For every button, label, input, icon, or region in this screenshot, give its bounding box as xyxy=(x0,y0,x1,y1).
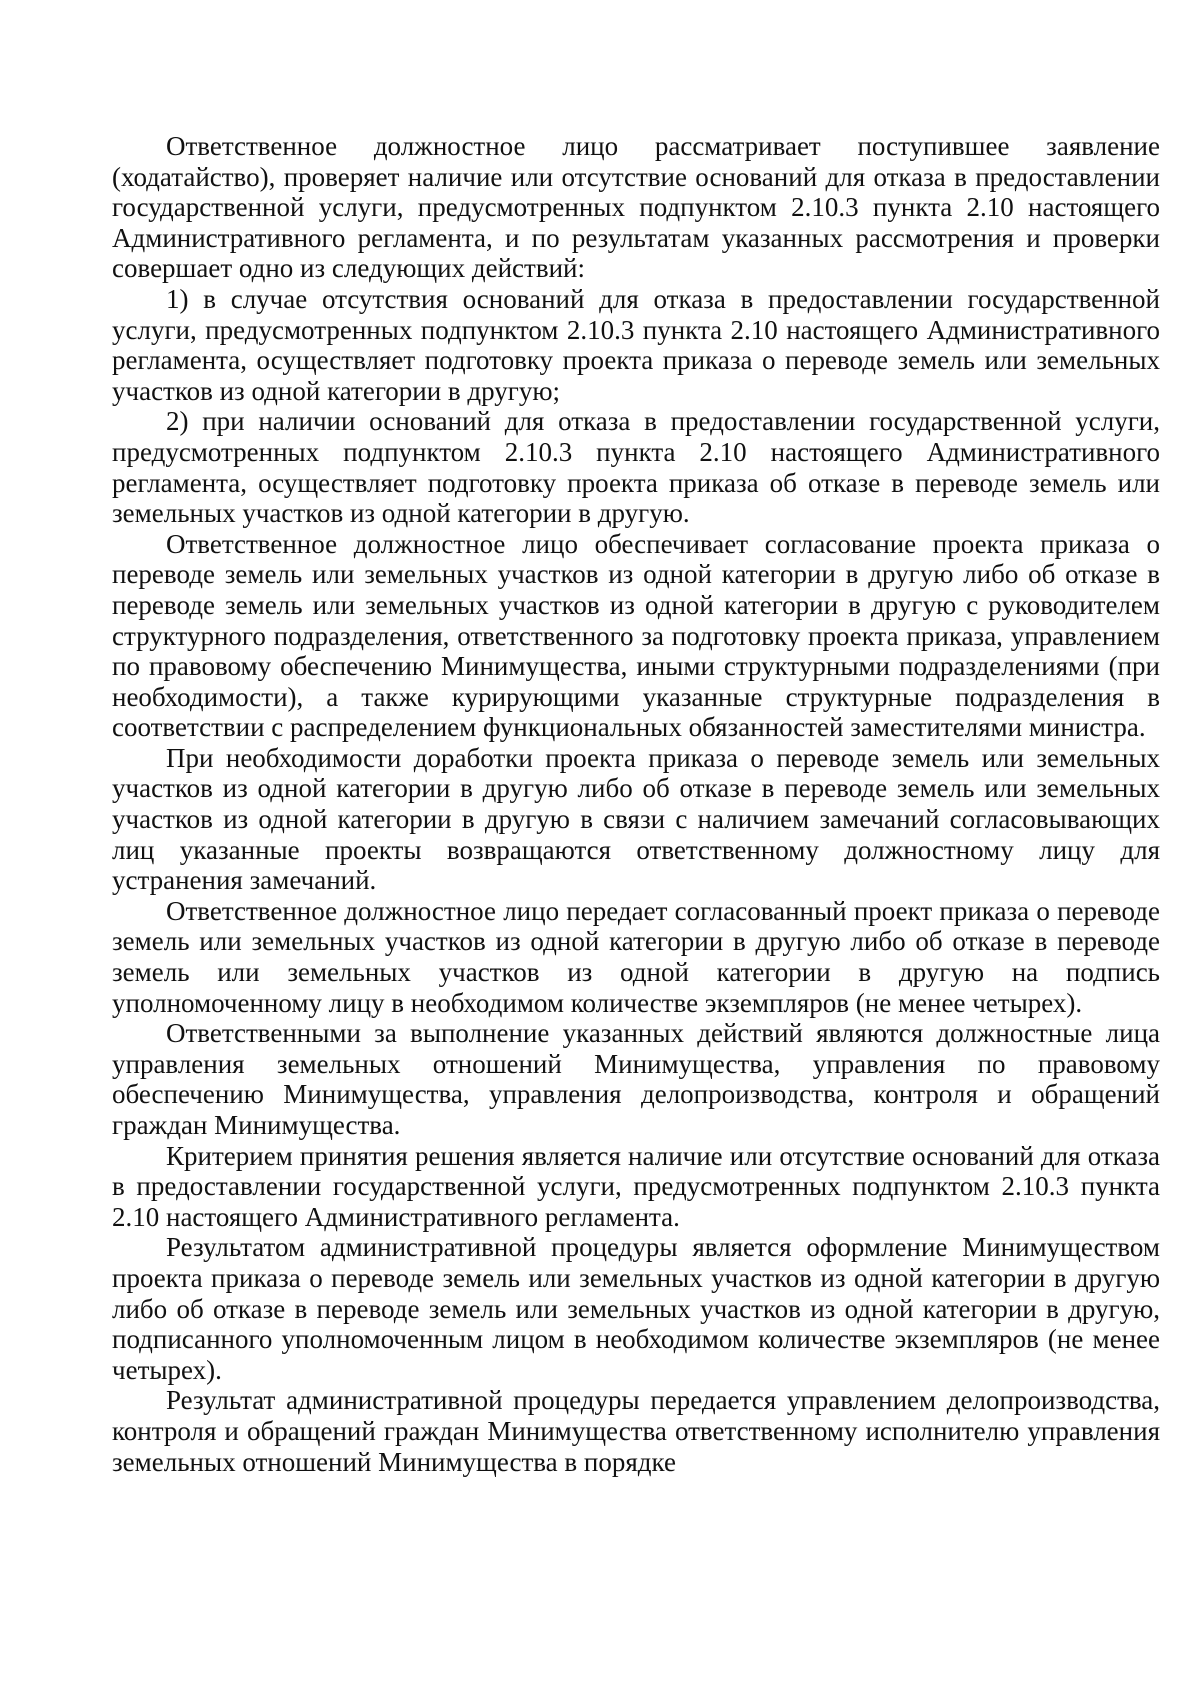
paragraph-approval: Ответственное должностное лицо обеспечивает согласование проекта приказа о переводе земель или земельных участков из одной категории в другую либо об отказе в переводе земель или земельных участков из одной категории в другую с руководителем структурного подразделения, ответственного за подготовку проекта приказа, управлением по правовому обеспечению Минимущества, иными структурными подразделениями (при необходимости), а также курирующими указанные структурные подразделения в соответствии с распределением функциональных обязанностей заместителями министра. xyxy=(112,528,1160,743)
paragraph-review-application: Ответственное должностное лицо рассматривает поступившее заявление (ходатайство), проверяет наличие или отсутствие оснований для отказа в предоставлении государственной услуги, предусмотренных подпунктом 2.10.3 пункта 2.10 настоящего Административного регламента, и по результатам указанных рассмотрения и проверки совершает одно из следующих действий: xyxy=(112,131,1160,284)
paragraph-revision: При необходимости доработки проекта приказа о переводе земель или земельных участков из одной категории в другую либо об отказе в переводе земель или земельных участков из одной категории в другую в связи с наличием замечаний согласовывающих лиц указанные проекты возвращаются ответственному должностному лицу для устранения замечаний. xyxy=(112,742,1160,896)
paragraph-criterion: Критерием принятия решения является наличие или отсутствие оснований для отказа в предоставлении государственной услуги, предусмотренных подпунктом 2.10.3 пункта 2.10 настоящего Административного регламента. xyxy=(112,1140,1160,1232)
paragraph-result: Результатом административной процедуры является оформление Минимуществом проекта приказа о переводе земель или земельных участков из одной категории в другую либо об отказе в переводе земель или земельных участков из одной категории в другую, подписанного уполномоченным лицом в необходимом количестве экземпляров (не менее четырех). xyxy=(112,1232,1160,1385)
paragraph-result-transfer: Результат административной процедуры передается управлением делопроизводства, контроля и обращений граждан Минимущества ответственному исполнителю управления земельных отношений Минимущества в порядке xyxy=(112,1385,1160,1477)
paragraph-signing: Ответственное должностное лицо передает согласованный проект приказа о переводе земель или земельных участков из одной категории в другую либо об отказе в переводе земель или земельных участков из одной категории в другую на подпись уполномоченному лицу в необходимом количестве экземпляров (не менее четырех). xyxy=(112,895,1160,1018)
document-body xyxy=(112,131,1160,1477)
paragraph-responsible: Ответственными за выполнение указанных действий являются должностные лица управления земельных отношений Минимущества, управления по правовому обеспечению Минимущества, управления делопроизводства, контроля и обращений граждан Минимущества. xyxy=(112,1018,1160,1140)
paragraph-action-2: 2) при наличии оснований для отказа в предоставлении государственной услуги, предусмотренных подпунктом 2.10.3 пункта 2.10 настоящего Административного регламента, осуществляет подготовку проекта приказа об отказе в переводе земель или земельных участков из одной категории в другую. xyxy=(112,406,1160,529)
paragraph-action-1: 1) в случае отсутствия оснований для отказа в предоставлении государственной услуги, предусмотренных подпунктом 2.10.3 пункта 2.10 настоящего Административного регламента, осуществляет подготовку проекта приказа о переводе земель или земельных участков из одной категории в другую; xyxy=(112,283,1160,406)
